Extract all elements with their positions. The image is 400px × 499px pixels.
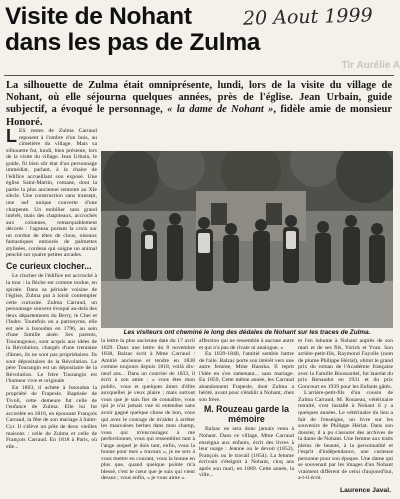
- column-4-paragraph-1: et l'en inhume à Nohant auprès de son mari et de ses fils, Yorick et Yvan. Son arrière-petit-fils, Raymond Fayolle (nom de plume Philippe Hériat), obtint le grand prix du roman de l'Académie française avec la Famille Boussardel, fut lauréat du prix Renaudot en 1931 et du prix Goncourt en 1939 pour les Enfants gâtés.: [298, 338, 393, 390]
- intro-quote: « la dame de Nohant »: [167, 104, 274, 116]
- column-4-paragraph-2: L'arrière-petit-fils d'un cousin de Zulma Carraud, M. Rouzeau, vétérinaire retraité, s'est installé à Nohant il y a quelques années. Le vétérinaire du lieu a fait de l'enseigne, un livre sur les souvenirs de Philippe Hériat. Dans son dossier, il a pu s'assurer des archives de la dame de Nohant. Une femme aux traits pleins de beauté, à la personnalité et l'esprit d'indépendance, une curieuse personne pour son époque. Une dame qui se souvenait par les images d'un Nohant vraiment différent de celui d'aujourd'hui, a-t-il écrit.: [298, 390, 393, 482]
- column-2-paragraph-1: la lettre la plus ancienne date du 17 avril 1829. Dans une lettre du 8 novembre 1838, Balzac écrit à Mme Carraud : Amitié ancienne et tendre en 1838 comme toujours depuis 1818, voilà dix-neuf ans... Dans un courrier de 1833, il écrit à son amie : « vous êtes mon public, vous et quelques âmes d'élite auxquelles je veux plaire ; mais surtout vous que je suis fier de connaître, vous qui je n'ai jamais vue ni entendue sans avoir gagné quelque chose de bon, vous qui avez le courage de m'aider à arrêter les mauvaises herbes dans mon champ, vous qui m'encouragez à me perfectionner, vous qui ressemblez tant à l'ange auquel je dois tant, enfin, vous la bonne pour mes « travaux », je ne sers à vous mettre en courant, vous la bonne en plus que, quand quelque pointe m'a blessé, c'est le cœur que je suis qui vient dessus ; vous enfin, « je vous aime ».: [101, 338, 195, 482]
- subheading-rouzeau: M. Rouzeau garde la mémoire: [203, 404, 290, 424]
- photo-caption: Les visiteurs ont cheminé le long des dédales de Nohant sur les traces de Zulma.: [123, 329, 371, 336]
- handwritten-date: 20 Aout 1999: [242, 4, 373, 30]
- drop-cap: L: [6, 128, 17, 146]
- column-3-paragraph-1: En 1839-1840, l'amitié semble battre de l'aile. Balzac porte son intérêt vers une autre femme, Mme Hanska. Il reprit l'idée en s'en ramenant... sans mariage. En 1850, Cette même année, les Carraud abandonnent Frapesle, dont Zulma a hérité, avant pour s'établir à Nohant, chez son frère.: [199, 351, 294, 403]
- column-3-paragraph-2: Balzac ne sera donc jamais venu à Nohant. Dans ce village, Mme Carraud enseigna aux enfants, écrit des livres à leur usage : Jeanne ou le devoir (1852), François ou le travail (1854). La femme écrivain s'éteignit à Nohant, cinq ans après son mari, en 1889. Cette année, la ville...: [199, 426, 294, 479]
- headline-line-1: Visite de Nohant: [5, 3, 192, 30]
- subheading-curieux-clocher: Ce curieux clocher...: [6, 260, 92, 271]
- column-3-paragraph-0: affection qui ne ressemble à aucune autre et qui n'a pas de rivale ni analogue. »: [199, 338, 294, 351]
- article-column-2: [101, 338, 195, 488]
- intro-text-end: , fidèle amie de monsieur Honoré.: [6, 104, 392, 128]
- headline: [5, 4, 260, 56]
- headline-line-2: dans les pas de Zulma: [5, 29, 261, 56]
- intro-text: La silhouette de Zulma était omniprésente, lundi, lors de la visite du village de Nohant, où elle séjourna quelques années, près de l'église. Jean Urbain, guide subjectif, a évoqué le personnage,: [6, 80, 392, 116]
- divider-rule: [4, 75, 394, 76]
- article-column-4: [298, 338, 393, 484]
- article-column-1: [6, 128, 97, 490]
- photo-visitors-group: [101, 151, 393, 328]
- byline: Laurence Javal.: [339, 487, 391, 494]
- article-column-3: [199, 338, 294, 488]
- column-1-paragraph-2: Le clocher de l'édifice est accroché à la tour : la flèche est comme tordue, en spirale. Dans sa période voisine de l'église, Zulma put à loisir contempler cette curiosité. Zulma Carraud, un personnage souvent évoqué au-delà des deux départements du Berry, le Cher et l'Indre. Toutefois on a partonyme, elle est née à Issoudun en 1796, au sein d'une famille aisée. Ses parents, Tourangeaux, sont acquis aux idées de la Révolution, chargés d'une trentaine d'âmes, ils ne sont pas propriétaires. Ils sont dépositaires de la Révolution. Le père Tourangin est un dépositaire de la Révolution. Le frère Tourangin est l'humeur vive et originale: [6, 273, 97, 385]
- column-1-paragraph-1: ES restes de Zulma Carraud reposent à l'ombre d'un buis, au cimetière du village. Mais sa silhouette fut, lundi, bien présente, lors de la visite du village. Jean Urbain, le guide, fit bien sûr état d'un personnage immédiat, parlant, à la chaire de l'édifice accueillant son exposé. Une église Saint-Martin, romane, dont la partie la plus ancienne remonte au XIe siècle. Une construction sans transept, une nef unique couverte d'une charpente. Un mobilier sans grand intérêt, mais des chapiteaux, accrochés aux colonnes, remarquablement décorés : l'agneau portant la croix sur un cordon de têtes de clous, oiseaux fantastiques entourés de palmettes stylisées, cordeau qui soigne un animal penché sur quatre petites arcades.: [6, 128, 97, 259]
- article-photo: [101, 151, 393, 328]
- intro-paragraph: [6, 80, 392, 129]
- bleed-through-text: Tir Aurélie A: [341, 60, 400, 71]
- column-1-paragraph-3: En 1803, il achète à Issoudun la propriété de Frapesle. Baptisée de Tivoli, cette demeure fut celle de l'enfance de Zulma. Elle lui fut accordée en 1816, en épousant François Carraud, la fête de son mariage à Saint-Cyr. Il s'élève un pôle de deux vieilles maisons : celle de Zulma et celle de François Carraud. En 1818 à Paris, où elle...: [6, 384, 97, 450]
